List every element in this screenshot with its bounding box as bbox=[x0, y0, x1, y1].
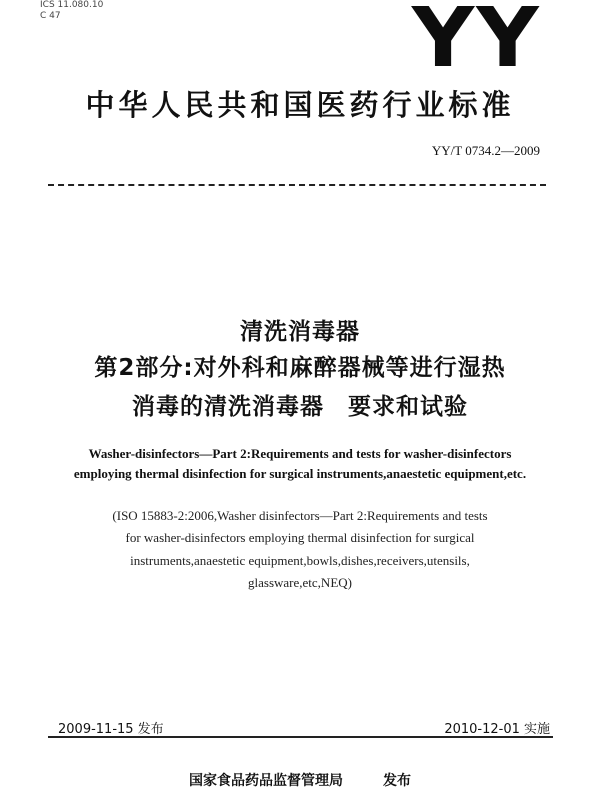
publisher-action: 发布 bbox=[383, 773, 411, 789]
yy-logo: YY bbox=[412, 0, 542, 86]
issue-date: 2009-11-15 发布 bbox=[58, 722, 164, 737]
iso-reference-line1: (ISO 15883-2:2006,Washer disinfectors—Part 2:Requirements and tests bbox=[112, 508, 488, 523]
standard-number: YY/T 0734.2—2009 bbox=[431, 143, 540, 158]
ics-code: ICS 11.080.10 bbox=[40, 0, 104, 10]
title-cn-line3: 消毒的清洗消毒器 要求和试验 bbox=[132, 394, 468, 420]
implementation-date: 2010-12-01 实施 bbox=[444, 722, 550, 737]
footer-divider bbox=[48, 736, 553, 738]
title-en-line2: employing thermal disinfection for surgical instruments,anaestetic equipment,etc. bbox=[73, 466, 527, 481]
iso-reference-line4: glassware,etc,NEQ) bbox=[248, 575, 352, 590]
publisher-name: 国家食品药品监督管理局 bbox=[189, 773, 343, 789]
ccs-code: C 47 bbox=[40, 11, 61, 21]
header-divider bbox=[48, 184, 546, 186]
iso-reference-line2: for washer-disinfectors employing thermal disinfection for surgical bbox=[125, 530, 475, 545]
title-en-line1: Washer-disinfectors—Part 2:Requirements and tests for washer-disinfectors bbox=[88, 446, 512, 461]
industry-standard-title: 中华人民共和国医药行业标准 bbox=[85, 88, 515, 122]
title-cn-line2: 第2部分:对外科和麻醉器械等进行湿热 bbox=[94, 355, 506, 381]
title-cn-line1: 清洗消毒器 bbox=[240, 319, 360, 345]
iso-reference-line3: instruments,anaestetic equipment,bowls,dishes,receivers,utensils, bbox=[130, 553, 470, 568]
classification-codes bbox=[40, 0, 103, 22]
publisher-line bbox=[0, 770, 600, 790]
